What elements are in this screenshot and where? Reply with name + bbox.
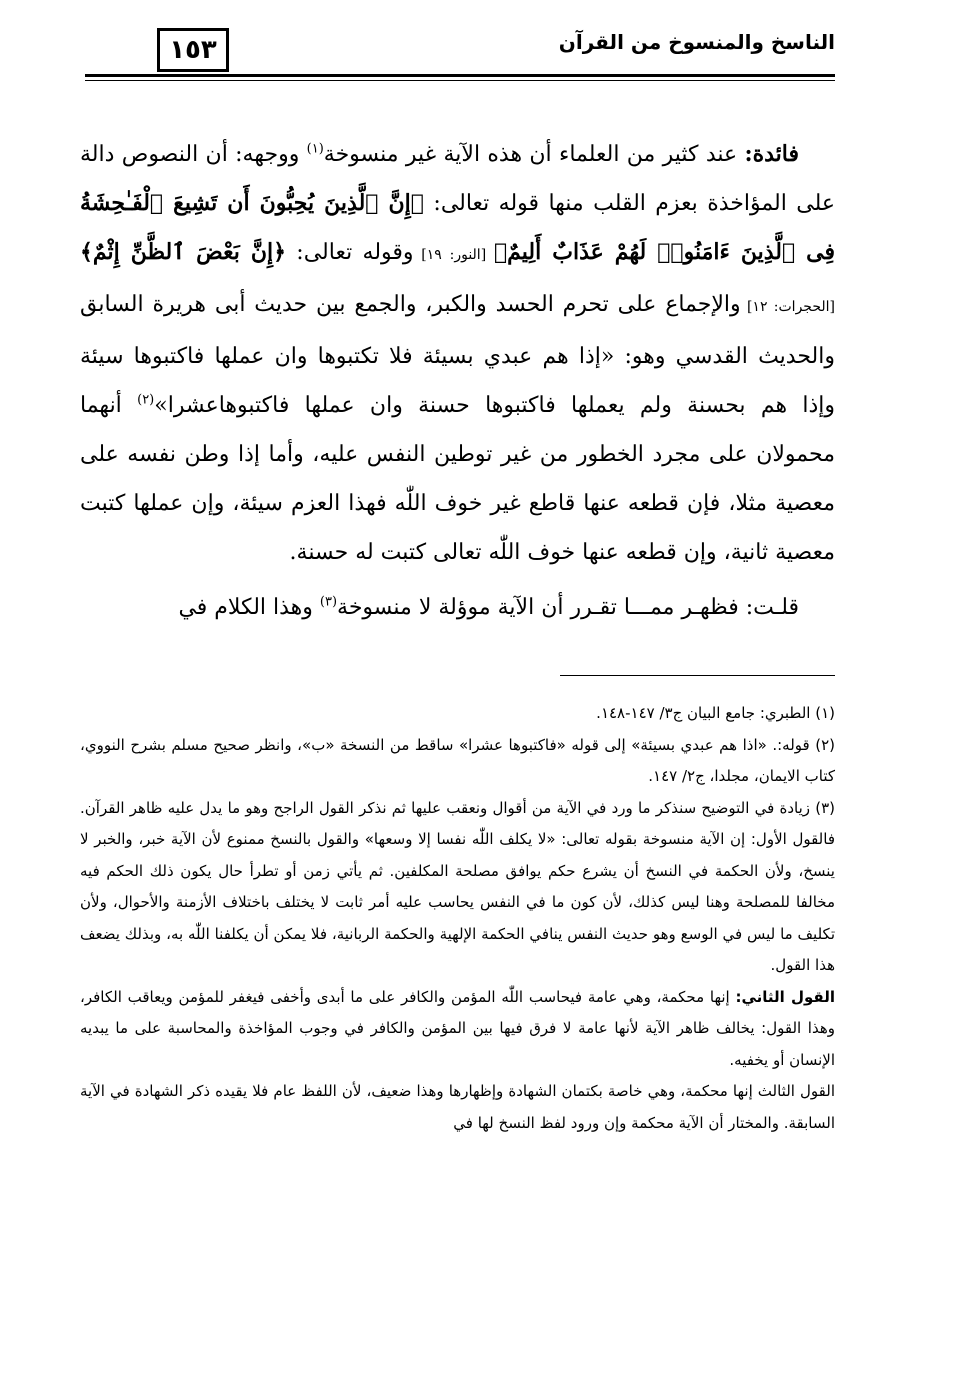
- text-segment: عند كثير من العلماء أن هذه الآية غير منسوخة: [323, 142, 745, 167]
- footnote-3-second-opinion: [80, 982, 835, 1077]
- text-segment: وقوله تعالى:: [285, 240, 414, 265]
- header-rule-thin: [85, 80, 835, 81]
- text-segment: قلـت: فظهـر ممـــا تقـرر أن الآية موؤلة لا منسوخة: [337, 595, 799, 620]
- footnote-2: (٢) قوله:. «اذا هم عبدي بسيئة» إلى قوله «فاكتبوها عشرا» ساقط من النسخة «ب»، وانظر صحيح مسلم بشرح النووي، كتاب الايمان، مجلدا، ج٢/ ١٤٧.: [80, 735, 835, 785]
- footnote-ref-2: (٢): [137, 392, 155, 408]
- second-opinion-text: إنها محكمة، وهي عامة فيحاسب اللّٰه المؤمن والكافر على ما أبدى وأخفى فيغفر للمؤمن ويعاقب الكافر، وهذا القول: يخالف ظاهر الآية لأنها عامة لا فرق فيها بين المؤمن والكافر في وجوب المؤاخذة والمحاسبة على ما يبديه الإنسان أو يخفيه.: [80, 987, 835, 1069]
- quran-verse-hujurat: ﴿إِنَّ بَعْضَ ٱلظَّنِّ إِثْمٌ﴾: [80, 239, 286, 265]
- footnote-ref-1: (١): [306, 141, 324, 157]
- footnote-ref-3: (٣): [319, 594, 338, 610]
- verse-ref-hujurat: [الحجرات: ١٢]: [740, 299, 835, 315]
- verse-ref-nur: [النور: ١٩]: [413, 247, 494, 263]
- page-number: ١٥٣: [157, 28, 229, 72]
- text-segment: ووجهه: أن النصوص دالة على المؤاخذة بعزم القلب منها قوله تعالى:: [80, 142, 836, 216]
- footnote-3-third-opinion: القول الثالث إنها محكمة، وهي خاصة بكتمان الشهادة وإظهارها وهذا ضعيف، لأن اللفظ عام فلا يقيده ذكر الشهادة في الآية السابقة. والمختار أن الآية محكمة وإن ورود لفظ النسخ لها في: [80, 1082, 835, 1132]
- page-header: [85, 28, 835, 83]
- running-title: الناسخ والمنسوخ من القرآن: [558, 30, 835, 54]
- text-segment: والإجماع على تحرم الحسد والكبر، والجمع بين حديث أبى هريرة السابق والحديث القدسي وهو: «إذا هم عبدي بسيئة فلا تكتبوها وان عملها فاكتبوها سيئة وإذا هم بحسنة ولم يعملها فاكتبوها حسنة وان عملها فاكتبوهاعشرا»: [80, 292, 836, 418]
- footnote-separator: [560, 675, 835, 676]
- text-segment: أنهما محمولان على مجرد الخطور من غير توطين النفس عليه، وأما إذا وطن نفسه على معصية مثلا، فإن قطعه عنها قاطع غير خوف اللّٰه فهذا العزم سيئة، وإن عملها كتبت معصية ثانية، وإن قطعه عنها خوف اللّٰه تعالى كتبت له حسنة.: [80, 393, 835, 565]
- second-opinion-label: القول الثاني:: [735, 987, 835, 1006]
- footnote-3: (٣) زيادة في التوضيح سنذكر ما ورد في الآية من أقوال ونعقب عليها ثم نذكر القول الراجح وهو ما يدل عليه ظاهر القرآن. فالقول الأول: إن الآية منسوخة بقوله تعالى: «لا يكلف اللّٰه نفسا إلا وسعها» والقول بالنسخ ممنوع لأن الآية خبر، والخبر لا ينسخ، ولأن الحكمة في النسخ أن يشرع حكم يوافق مصلحة المكلفين. ثم يأتي زمن أو تطرأ حال يكون ذلك الحكم فيه مخالفا للمصلحة وهنا ليس كذلك، لأن كون ما في النفس يحاسب عليه أمر ثابت لا يختلف باختلاف الأزمنة والأحوال، ولأن تكليف ما ليس في الوسع وهو حديث النفس ينافي الحكمة الإلهية والحكمة الربانية، فلا يمكن أن يكلفنا اللّٰه به، وبذلك يضعف هذا القول.: [80, 798, 835, 974]
- footnotes: [80, 698, 835, 1139]
- fayda-label: فائدة:: [744, 141, 800, 167]
- text-segment: وهذا الكلام في: [178, 595, 320, 620]
- main-text: [80, 130, 835, 632]
- header-rule-thick: [85, 74, 835, 77]
- footnote-1: (١) الطبري: جامع البيان ج٣/ ١٤٧-١٤٨.: [596, 704, 835, 722]
- paragraph-fayda: [80, 130, 835, 577]
- quran-verse-nur: ﴿إِنَّ ٱلَّذِينَ يُحِبُّونَ أَن تَشِيعَ ٱلْفَـٰحِشَةُ فِى ٱلَّذِينَ ءَامَنُوا۟ لَهُمْ عَذَابٌ أَلِيمٌ﴾: [80, 190, 836, 265]
- paragraph-qult: [80, 583, 835, 632]
